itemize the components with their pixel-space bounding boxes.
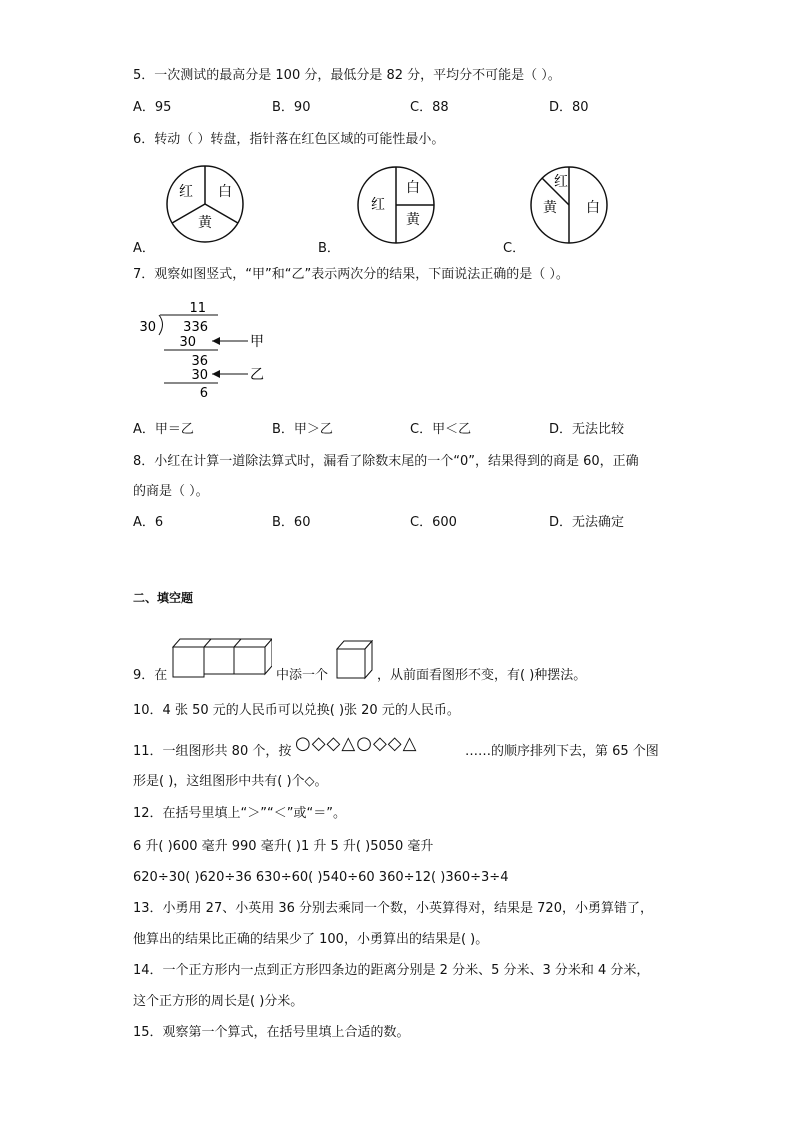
q14-line1: 14．一个正方形内一点到正方形四条边的距离分别是 2 分米、5 分米、3 分米和 4 分米，	[133, 963, 650, 978]
spinner-a-red: 红	[179, 184, 193, 200]
step1-remainder: 36	[191, 354, 208, 369]
q13-line2: 他算出的结果比正确的结果少了 100，小勇算出的结果是( )。	[133, 932, 489, 947]
q14-line2: 这个正方形的周长是( )分米。	[133, 994, 304, 1009]
q11-line2: 形是( )，这组图形中共有( )个◇。	[133, 774, 328, 789]
q8-option-c: C．600	[410, 515, 457, 530]
q10-text: 10．4 张 50 元的人民币可以兑换( )张 20 元的人民币。	[133, 703, 460, 718]
q12-row2: 620÷30( )620÷36 630÷60( )540÷60 360÷12( )360÷3÷4	[133, 870, 509, 885]
q6-text: 6．转动（ ）转盘，指针落在红色区域的可能性最小。	[133, 132, 445, 147]
section-fill-in-title: 二、填空题	[133, 591, 194, 605]
q5-text: 5．一次测试的最高分是 100 分，最低分是 82 分，平均分不可能是（ ）。	[133, 68, 561, 83]
spinner-c-red: 红	[554, 174, 568, 190]
q9-prefix: 9．在	[133, 668, 168, 683]
label-yi: 乙	[250, 367, 264, 383]
q9-middle: 中添一个	[276, 668, 329, 683]
q5-option-a: A．95	[133, 100, 172, 115]
q7-option-a: A．甲＝乙	[133, 422, 194, 437]
q7-option-c: C．甲＜乙	[410, 422, 472, 437]
q5-option-c: C．88	[410, 100, 449, 115]
q12-text: 12．在括号里填上“＞”“＜”或“＝”。	[133, 806, 346, 821]
spinner-b-red: 红	[371, 197, 385, 213]
q11-suffix: ……的顺序排列下去，第 65 个图	[465, 744, 659, 759]
step1-product: 30	[179, 335, 196, 350]
spinner-a-white: 白	[218, 184, 232, 200]
q7-option-d: D．无法比较	[549, 422, 625, 437]
q5-option-b: B．90	[272, 100, 311, 115]
spinner-c	[528, 164, 610, 246]
spinner-b-yellow: 黄	[406, 212, 420, 228]
spinner-c-yellow: 黄	[543, 200, 557, 216]
q8-line2: 的商是（ ）。	[133, 484, 209, 499]
q13-line1: 13．小勇用 27、小英用 36 分别去乘同一个数，小英算得对，结果是 720，小勇算错了，	[133, 901, 653, 916]
q9-suffix: ，从前面看图形不变，有( )种摆法。	[377, 668, 587, 683]
single-cube-figure	[336, 640, 376, 680]
label-jia: 甲	[250, 334, 264, 350]
final-remainder: 6	[199, 386, 208, 401]
q8-line1: 8．小红在计算一道除法算式时，漏看了除数末尾的一个“0”，结果得到的商是 60，正确	[133, 454, 639, 469]
q15-text: 15．观察第一个算式，在括号里填上合适的数。	[133, 1025, 410, 1040]
q8-option-d: D．无法确定	[549, 515, 625, 530]
step2-product: 30	[191, 368, 208, 383]
quotient: 11	[189, 301, 206, 316]
spinner-a-yellow: 黄	[198, 215, 212, 231]
spinner-a	[164, 163, 246, 245]
q6-option-c: C．	[503, 241, 526, 256]
q8-option-b: B．60	[272, 515, 311, 530]
shape-sequence: ○◇◇△○◇◇△	[295, 733, 418, 754]
q7-option-b: B．甲＞乙	[272, 422, 333, 437]
dividend: 336	[183, 320, 208, 335]
spinner-c-white: 白	[586, 200, 600, 216]
q11-prefix: 11．一组图形共 80 个，按	[133, 744, 292, 759]
divisor: 30	[139, 320, 156, 335]
q6-option-b: B．	[318, 241, 340, 256]
q6-option-a: A．	[133, 241, 155, 256]
spinner-b-white: 白	[406, 180, 420, 196]
long-division-figure	[138, 298, 278, 403]
three-cube-figure	[170, 629, 272, 679]
spinner-b	[355, 164, 437, 246]
q5-option-d: D．80	[549, 100, 589, 115]
q7-text: 7．观察如图竖式，“甲”和“乙”表示两次分的结果，下面说法正确的是（ ）。	[133, 267, 569, 282]
q12-row1: 6 升( )600 毫升 990 毫升( )1 升 5 升( )5050 毫升	[133, 839, 434, 854]
q8-option-a: A．6	[133, 515, 164, 530]
